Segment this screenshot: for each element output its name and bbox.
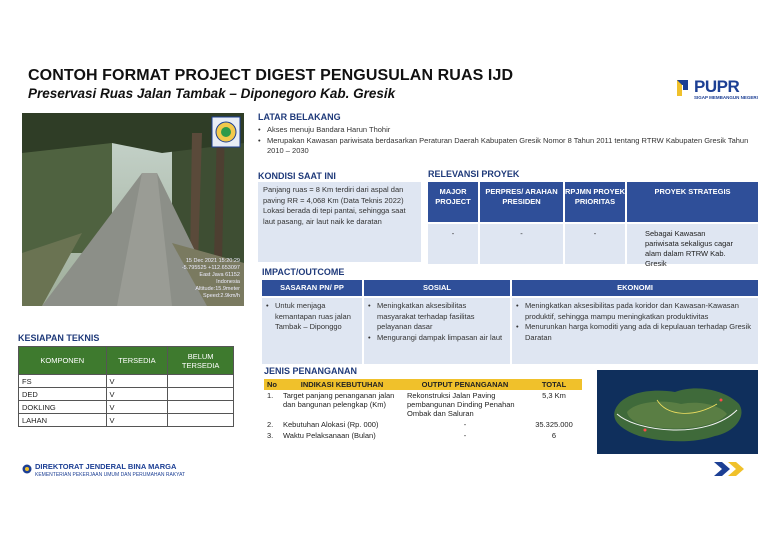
table-row: 3. Waktu Pelaksanaan (Bulan) - 6 (267, 431, 557, 440)
penanganan-col-header: INDIKASI KEBUTUHAN (280, 379, 404, 390)
kesiapan-table (18, 346, 234, 427)
relevansi-col-header: PROYEK STRATEGIS (627, 182, 758, 222)
penanganan-col-header: OUTPUT PENANGANAN (404, 379, 526, 390)
footer-org: DIREKTORAT JENDERAL BINA MARGA (35, 462, 177, 471)
page-subtitle: Preservasi Ruas Jalan Tambak – Diponegoro Kab. Gresik (28, 86, 396, 101)
list-item: • Menurunkan harga komoditi yang ada di kepulauan terhadap Gresik Daratan (516, 322, 754, 343)
relevansi-col-header: RPJMN PROYEK PRIORITAS (565, 182, 625, 222)
table-row: DED V (19, 388, 234, 401)
bina-marga-emblem-icon (22, 461, 32, 471)
relevansi-value: - (428, 224, 478, 264)
island-map (597, 370, 758, 454)
list-item: • Akses menuju Bandara Harun Thohir (258, 125, 758, 136)
table-row: 1. Target panjang penanganan jalan dan bangunan pelengkap (Km) Rekonstruksi Jalan Paving pembangunan Dinding Penahan Ombak dan Saluran 5,3 Km (267, 391, 566, 418)
table-row: DOKLING V (19, 401, 234, 414)
page-title: CONTOH FORMAT PROJECT DIGEST PENGUSULAN RUAS IJD (28, 67, 514, 84)
impact-col-header: SASARAN PN/ PP (262, 280, 362, 296)
list-item: • Untuk menjaga kemantapan ruas jalan Tambak – Diponggo (266, 301, 358, 333)
kesiapan-heading: KESIAPAN TEKNIS (18, 333, 100, 343)
relevansi-value: - (565, 224, 625, 264)
relevansi-col-header: PERPRES/ ARAHAN PRESIDEN (480, 182, 563, 222)
logo-tagline: SIGAP MEMBANGUN NEGERI (694, 95, 758, 100)
logo-text: PUPR (694, 77, 740, 96)
relevansi-value: Sebagai Kawasan pariwisata sekaligus cagar alam dalam RTRW Kab. Gresik (627, 224, 758, 264)
list-item: • Merupakan Kawasan pariwisata berdasarkan Peraturan Daerah Kabupaten Gresik Nomor 8 Tahun 2011 tentang RTRW Kabupaten Gresik Tahun 2010 – 2030 (258, 136, 758, 157)
list-item: • Meningkatkan aksesibilitas pada koridor dan Kawasan-Kawasan produktif, sehingga mampu meningkatkan produktivitas (516, 301, 754, 322)
relevansi-value: - (480, 224, 563, 264)
impact-col-header: EKONOMI (512, 280, 758, 296)
impact-ekonomi (512, 298, 758, 364)
list-item: • Mengurangi dampak limpasan air laut (368, 333, 506, 344)
pupr-logo (676, 78, 758, 102)
penanganan-heading: JENIS PENANGANAN (264, 366, 358, 376)
impact-sosial (364, 298, 510, 364)
kondisi-text: Panjang ruas = 8 Km terdiri dari aspal dan paving RR = 4,068 Km (Data Teknis 2022) Lokasi berada di tepi pantai, sehingga saat laut pasang, air laut naik ke daratan (258, 182, 421, 262)
list-item: • Meningkatkan aksesibilitas masyarakat terhadap fasilitas pelayanan dasar (368, 301, 506, 333)
footer-ministry: KEMENTERIAN PEKERJAAN UMUM DAN PERUMAHAN RAKYAT (35, 472, 186, 478)
road-photo (22, 113, 244, 306)
penanganan-col-header: TOTAL (526, 379, 582, 390)
relevansi-table (428, 182, 758, 268)
impact-heading: IMPACT/OUTCOME (262, 267, 345, 277)
relevansi-heading: RELEVANSI PROYEK (428, 169, 520, 179)
table-row: LAHAN V (19, 414, 234, 427)
chevron-right-icon (712, 461, 752, 477)
impact-sasaran (262, 298, 362, 364)
kondisi-heading: KONDISI SAAT INI (258, 171, 336, 181)
penanganan-col-header: No (264, 379, 280, 390)
kesiapan-col-header: BELUM TERSEDIA (168, 347, 234, 375)
impact-table (262, 280, 758, 364)
penanganan-table (264, 379, 582, 441)
latar-belakang-heading: LATAR BELAKANG (258, 112, 341, 122)
latar-belakang-list (258, 125, 758, 157)
photo-timestamp: 15 Dec 2021 15:20:29 -5.795525 +112.653097 East Java 61152 Indonesia Altitude:15.9meter Speed:2.9km/h (181, 258, 240, 299)
table-row: 2. Kebutuhan Alokasi (Rp. 000) - 35.325.000 (267, 420, 573, 429)
impact-col-header: SOSIAL (364, 280, 510, 296)
kesiapan-col-header: KOMPONEN (19, 347, 107, 375)
relevansi-col-header: MAJOR PROJECT (428, 182, 478, 222)
pupr-emblem-icon (676, 78, 694, 98)
kesiapan-col-header: TERSEDIA (106, 347, 168, 375)
table-row: FS V (19, 375, 234, 388)
